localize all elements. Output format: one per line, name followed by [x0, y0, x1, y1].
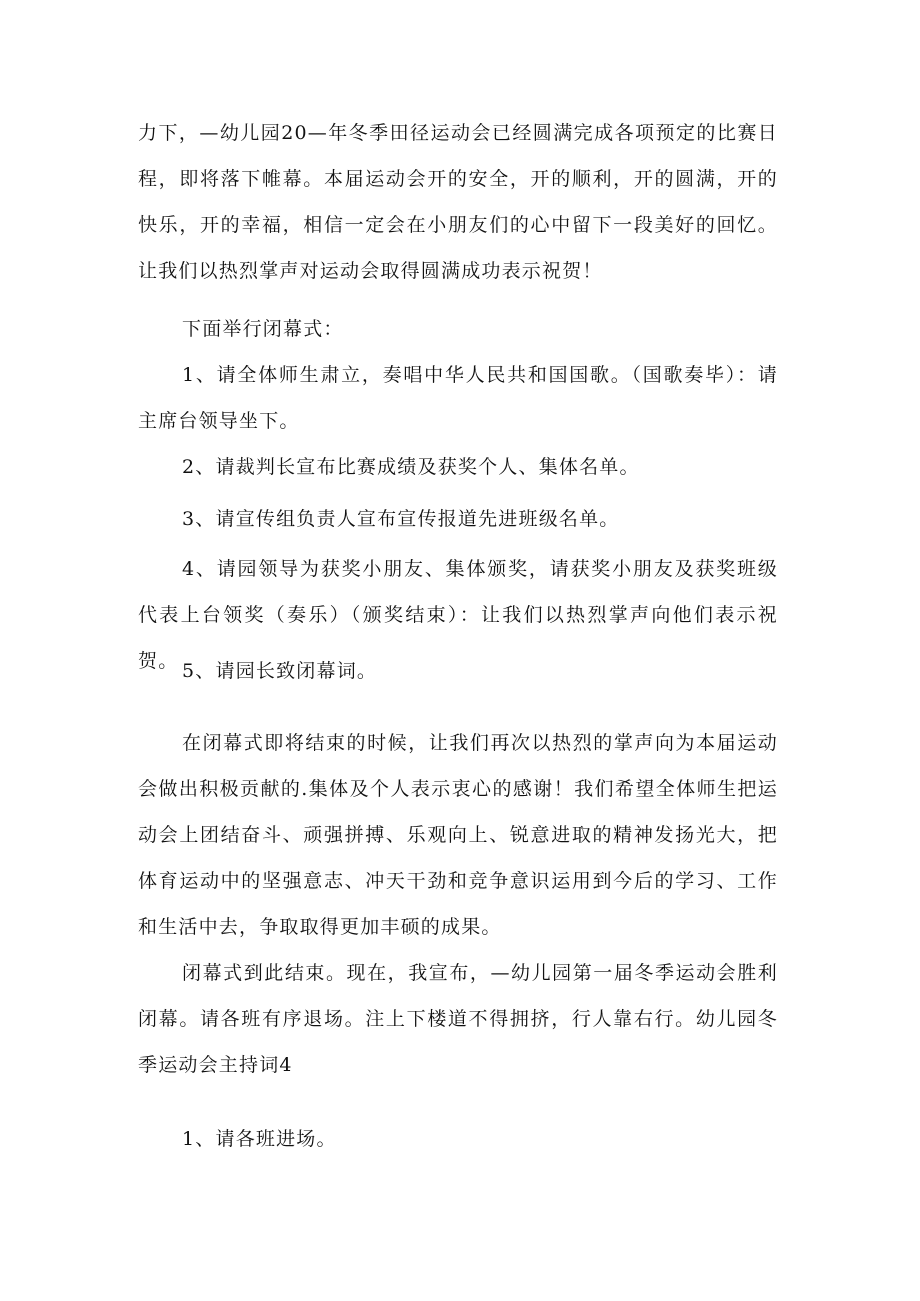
paragraph-item-4-awards: 4、请园领导为获奖小朋友、集体颁奖，请获奖小朋友及获奖班级代表上台领奖（奏乐）（颁奖结束）：让我们以热烈掌声向他们表示祝贺。	[138, 558, 778, 672]
paragraph-item-1-anthem: 1、请全体师生肃立，奏唱中华人民共和国国歌。（国歌奏毕）：请主席台领导坐下。	[138, 364, 778, 432]
paragraph-next-item-1: 1、请各班进场。	[182, 1128, 337, 1150]
paragraph-item-5-speech: 5、请园长致闭幕词。	[182, 660, 378, 682]
paragraph-closing-announcement: 闭幕式到此结束。现在，我宣布，—幼儿园第一届冬季运动会胜利闭幕。请各班有序退场。注上下楼道不得拥挤，行人靠右行。幼儿园冬季运动会主持词4	[138, 962, 778, 1076]
paragraph-item-3-publicity: 3、请宣传组负责人宣布宣传报道先进班级名单。	[182, 508, 620, 530]
paragraph-closing-ceremony-intro: 下面举行闭幕式：	[182, 318, 344, 340]
paragraph-opening-summary: 力下，—幼儿园20—年冬季田径运动会已经圆满完成各项预定的比赛日程，即将落下帷幕。本届运动会开的安全，开的顺利，开的圆满，开的快乐，开的幸福，相信一定会在小朋友们的心中留下一段美好的回忆。让我们以热烈掌声对运动会取得圆满成功表示祝贺！	[138, 122, 778, 282]
paragraph-item-2-results: 2、请裁判长宣布比赛成绩及获奖个人、集体名单。	[182, 456, 640, 478]
paragraph-thanks: 在闭幕式即将结束的时候，让我们再次以热烈的掌声向为本届运动会做出积极贡献的.集体及个人表示衷心的感谢！我们希望全体师生把运动会上团结奋斗、顽强拼搏、乐观向上、锐意进取的精神发扬光大，把体育运动中的坚强意志、冲天干劲和竞争意识运用到今后的学习、工作和生活中去，争取取得更加丰硕的成果。	[138, 732, 778, 938]
